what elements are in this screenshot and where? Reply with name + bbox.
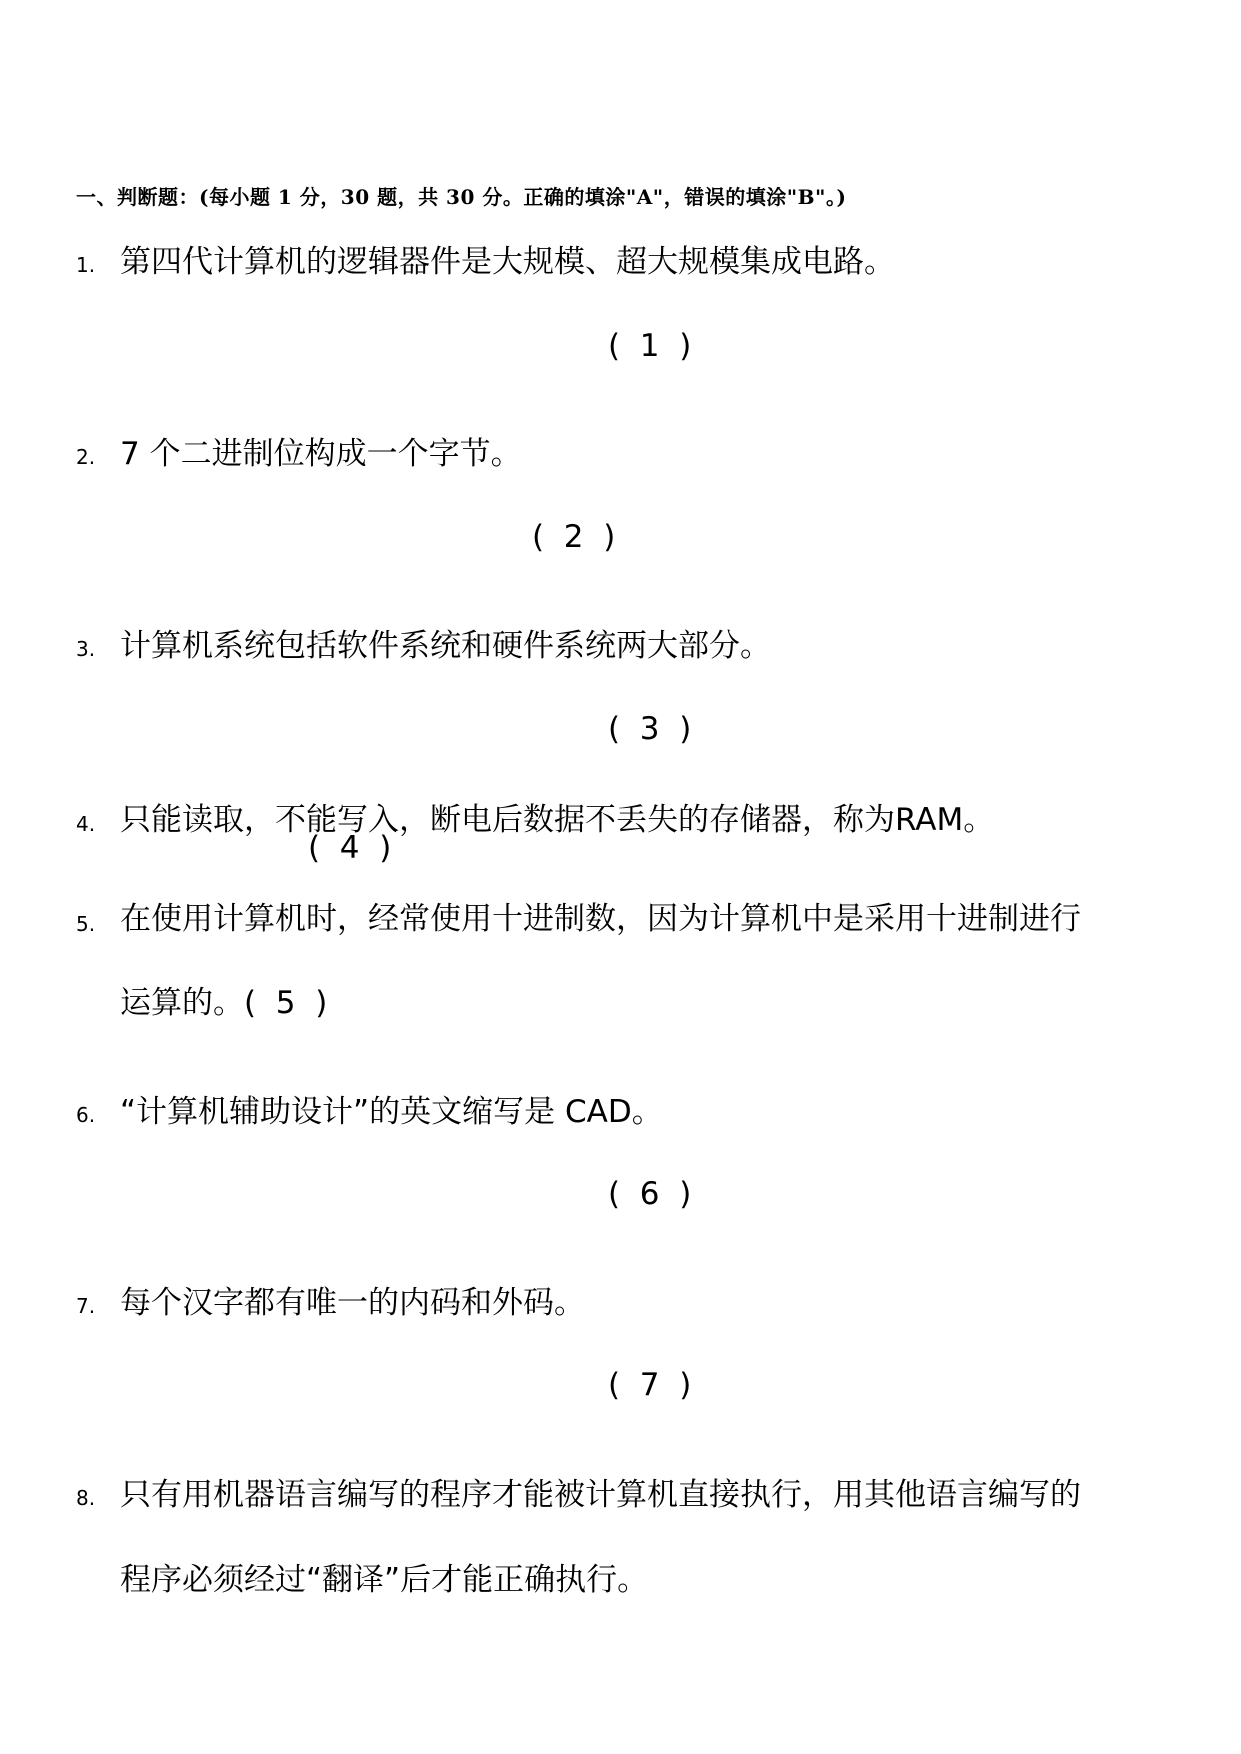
question-text-continued: 程序必须经过“翻译”后才能正确执行。 bbox=[120, 1562, 649, 1598]
section-heading: 一、判断题：(每小题 1 分，30 题，共 30 分。正确的填涂"A"，错误的填涂"B"。) bbox=[76, 185, 847, 209]
question-number: 8. bbox=[76, 1486, 96, 1510]
answer-blank: ( 3 ) bbox=[608, 711, 692, 747]
answer-blank: ( 7 ) bbox=[608, 1367, 692, 1403]
answer-blank: ( 2 ) bbox=[532, 519, 616, 555]
answer-blank: ( 1 ) bbox=[608, 328, 692, 364]
question-text: 在使用计算机时，经常使用十进制数，因为计算机中是采用十进制进行 bbox=[120, 901, 1081, 937]
question-text: 只能读取，不能写入，断电后数据不丢失的存储器，称为RAM。 bbox=[120, 802, 995, 838]
answer-blank: ( 6 ) bbox=[608, 1176, 692, 1212]
question-number: 5. bbox=[76, 912, 96, 936]
question-text: “计算机辅助设计”的英文缩写是 CAD。 bbox=[120, 1094, 663, 1130]
question-number: 4. bbox=[76, 812, 96, 836]
question-number: 1. bbox=[76, 253, 96, 277]
question-number: 6. bbox=[76, 1103, 96, 1127]
question-number: 2. bbox=[76, 445, 96, 469]
question-text: 第四代计算机的逻辑器件是大规模、超大规模集成电路。 bbox=[120, 244, 895, 280]
question-text: 计算机系统包括软件系统和硬件系统两大部分。 bbox=[120, 628, 771, 664]
question-number: 7. bbox=[76, 1294, 96, 1318]
answer-blank: ( 4 ) bbox=[308, 830, 392, 866]
question-text: 7 个二进制位构成一个字节。 bbox=[120, 436, 522, 472]
question-text-line: 运算的。 bbox=[120, 985, 244, 1021]
question-text: 每个汉字都有唯一的内码和外码。 bbox=[120, 1285, 585, 1321]
question-text: 只有用机器语言编写的程序才能被计算机直接执行，用其他语言编写的 bbox=[120, 1477, 1081, 1513]
answer-blank: ( 5 ) bbox=[244, 985, 328, 1021]
question-text-continued bbox=[120, 983, 327, 1023]
question-number: 3. bbox=[76, 637, 96, 661]
